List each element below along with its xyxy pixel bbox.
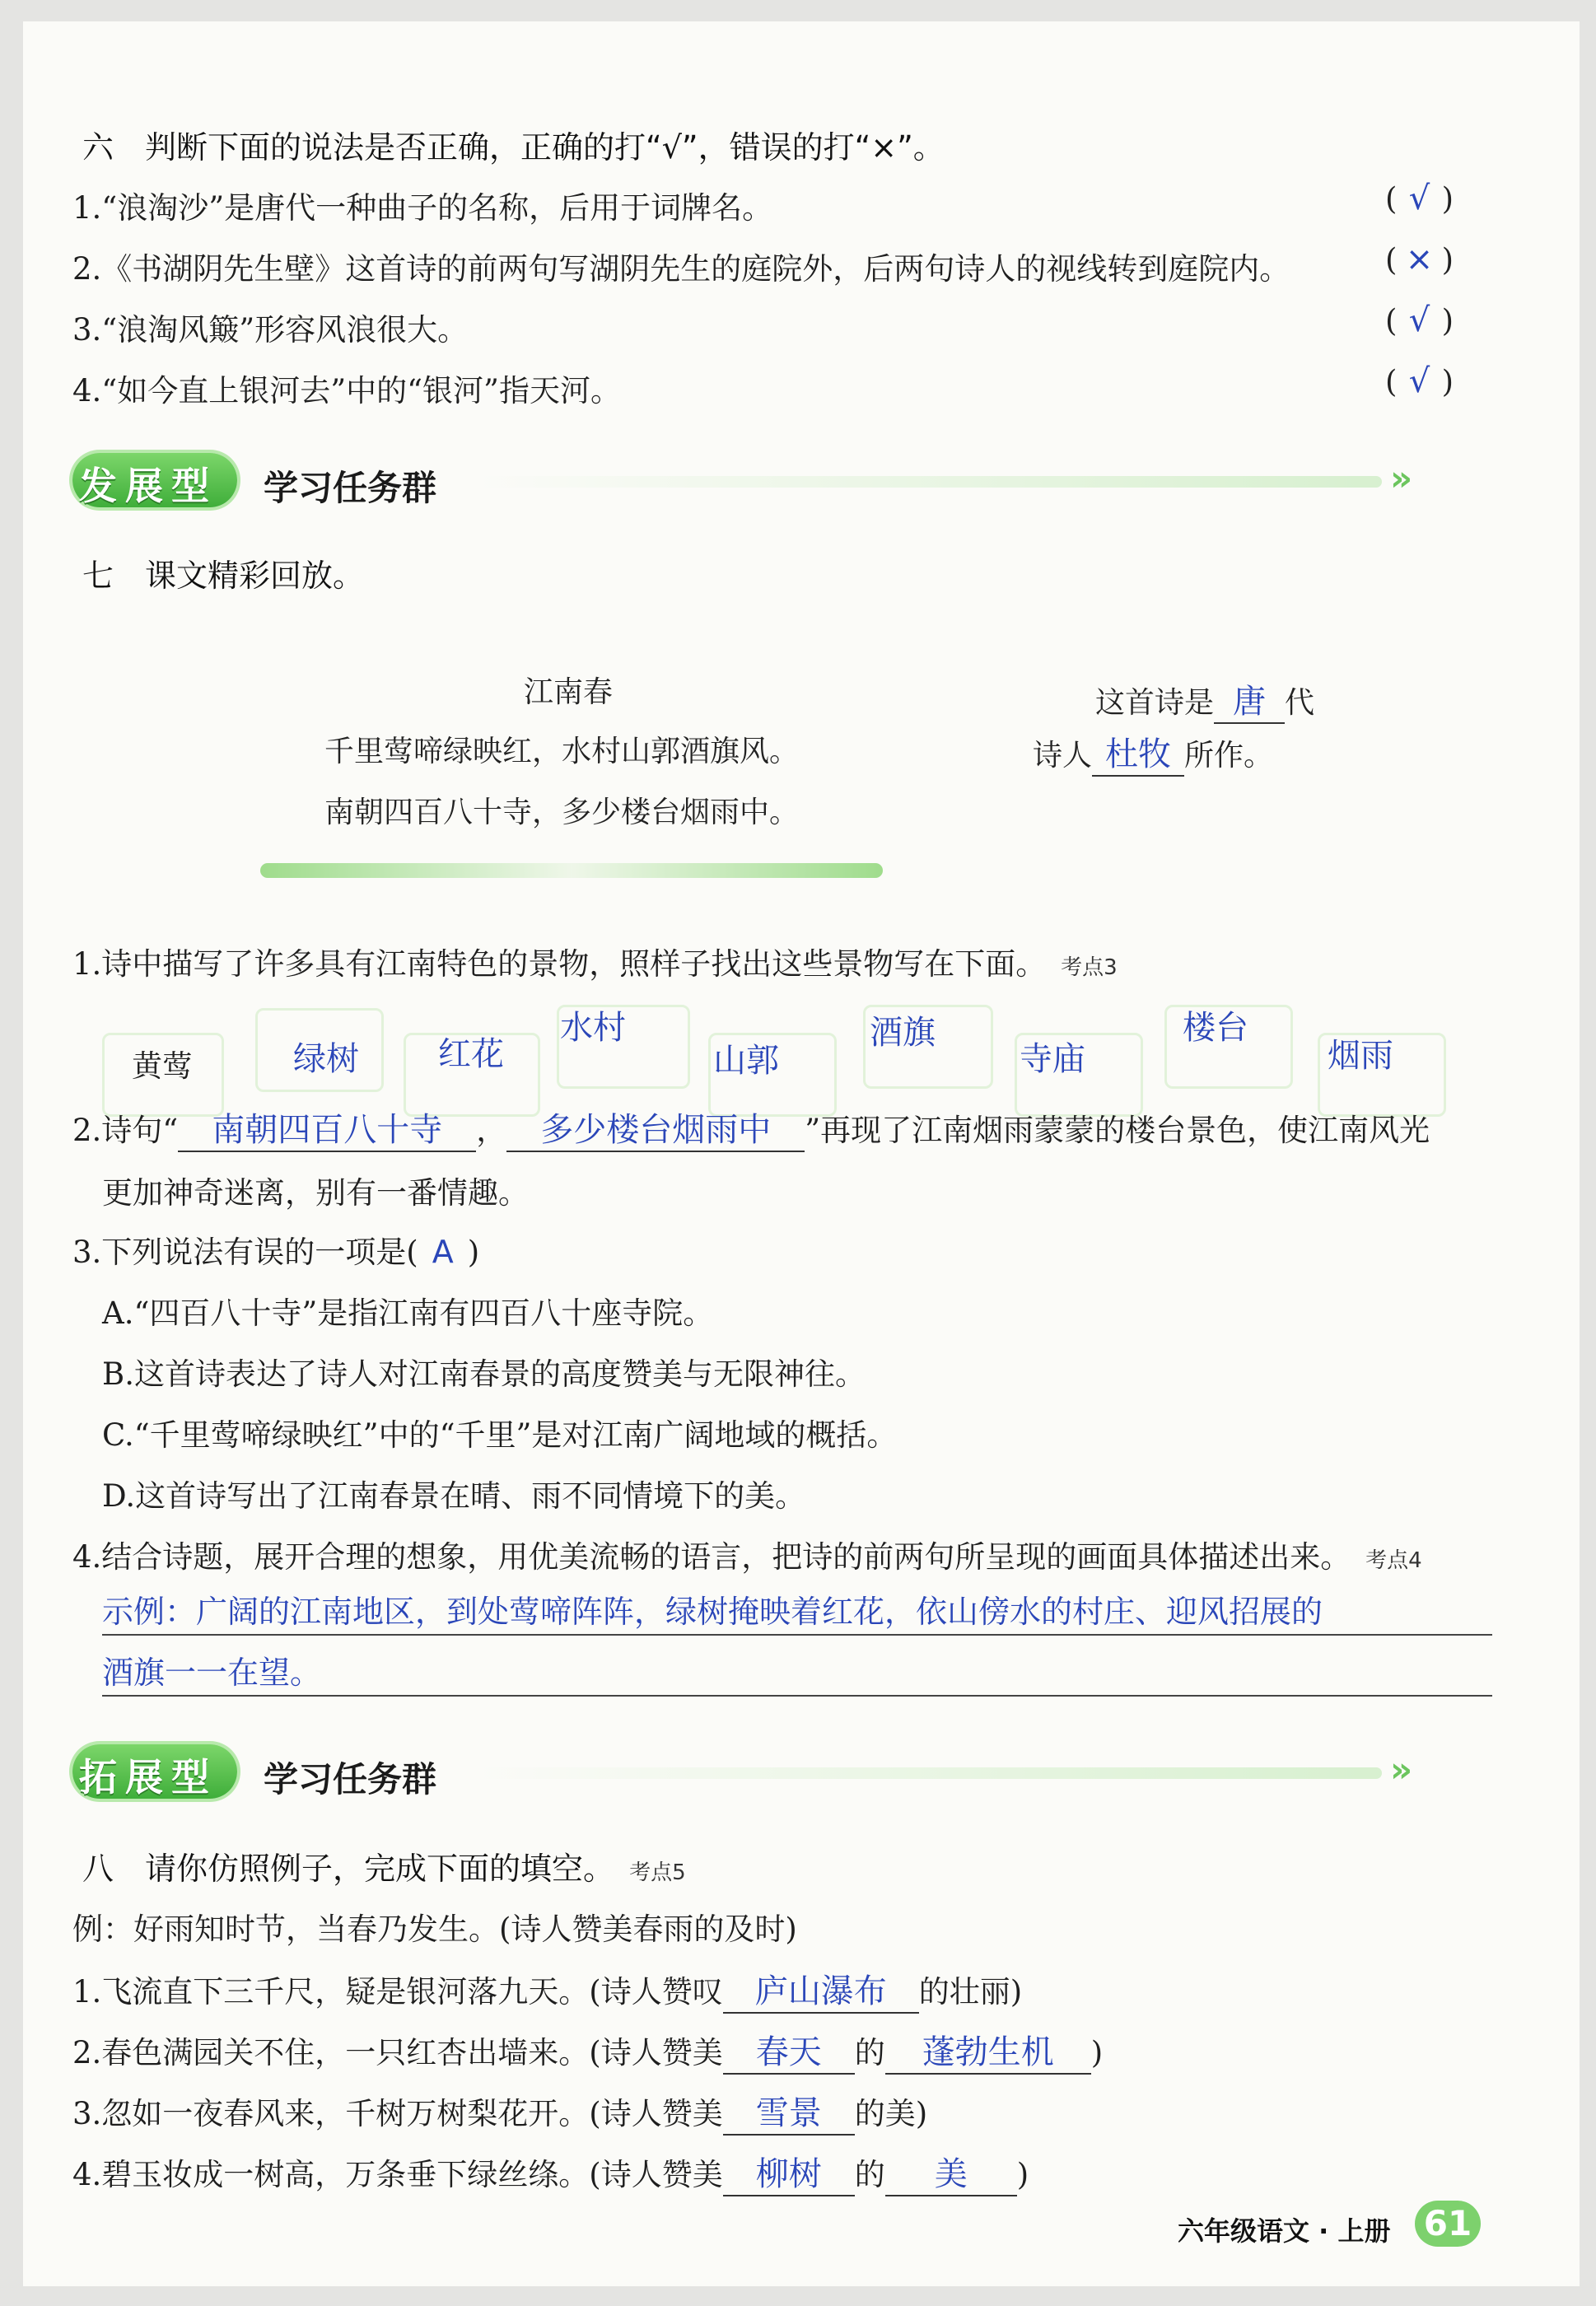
poem-decor-bar [260, 863, 883, 878]
question-7-2-cont: 更加神奇迷离，别有一番情趣。 [102, 1175, 529, 1211]
banner-pill-text: 拓展型 [79, 1755, 217, 1800]
poem-line-1: 千里莺啼绿映红，水村山郭酒旗风。 [324, 735, 800, 768]
poem-info-line-2: 诗人 杜牧 所作。 [1033, 728, 1273, 777]
question-7-3: 3.下列说法有误的一项是( A ) [72, 1234, 480, 1270]
word-answer-2: 红花 [438, 1035, 504, 1073]
word-answer-7: 楼台 [1183, 1009, 1248, 1047]
option-a: A.“四百八十寺”是指江南有四百八十座寺院。 [102, 1295, 714, 1331]
question-8-1: 1.飞流直下三千尺，疑是银河落九天。(诗人赞叹 庐山瀑布 的壮丽) [72, 1965, 1022, 2014]
word-answer-5: 酒旗 [870, 1014, 936, 1052]
judge-item-4: 4.“如今直上银河去”中的“银河”指天河。 [72, 373, 621, 408]
kaodian-badge: 考点4 [1360, 1543, 1422, 1574]
page-number: 61 [1415, 2201, 1481, 2247]
word-answer-4: 山郭 [713, 1042, 779, 1080]
section-8-title: 八 请你仿照例子，完成下面的填空。 考点5 [82, 1851, 686, 1887]
word-answer-3: 水村 [560, 1009, 626, 1047]
judge-mark-4: √ [1408, 362, 1430, 400]
judge-answer-3: ( √ ) [1385, 301, 1454, 339]
answer-line-2: 酒旗一一在望。 [102, 1647, 1492, 1697]
banner-decor-bar [476, 476, 1382, 488]
question-8-4: 4.碧玉妆成一树高，万条垂下绿丝绦。(诗人赞美 柳树 的 美 ) [72, 2148, 1029, 2196]
word-answer-1: 绿树 [293, 1040, 359, 1078]
option-c: C.“千里莺啼绿映红”中的“千里”是对江南广阔地域的概括。 [102, 1417, 898, 1453]
judge-item-3: 3.“浪淘风簸”形容风浪很大。 [72, 312, 469, 348]
banner-title: 学习任务群 [264, 468, 437, 508]
question-8-3: 3.忽如一夜春风来，千树万树梨花开。(诗人赞美 雪景 的美) [72, 2087, 927, 2136]
q3-answer: A [432, 1234, 454, 1270]
judge-item-1: 1.“浪淘沙”是唐代一种曲子的名称，后用于词牌名。 [72, 190, 773, 226]
q8-4-answer-1: 柳树 [723, 2148, 855, 2196]
judge-answer-1: ( √ ) [1385, 180, 1454, 217]
banner-decor-bar [476, 1767, 1382, 1779]
banner-extension [48, 1728, 1464, 1810]
poem-line-2: 南朝四百八十寺，多少楼台烟雨中。 [324, 796, 800, 829]
judge-answer-2: ( × ) [1385, 240, 1454, 278]
kaodian-badge: 考点5 [624, 1856, 686, 1886]
kaodian-badge: 考点3 [1056, 950, 1118, 981]
question-7-4: 4.结合诗题，展开合理的想象，用优美流畅的语言，把诗的前两句所呈现的画面具体描述出来。 考点4 [72, 1539, 1422, 1575]
word-example: 黄莺 [132, 1048, 193, 1084]
q8-2-answer-1: 春天 [723, 2026, 855, 2075]
question-8-2: 2.春色满园关不住，一只红杏出墙来。(诗人赞美 春天 的 蓬勃生机 ) [72, 2026, 1103, 2075]
q8-2-answer-2: 蓬勃生机 [885, 2026, 1091, 2075]
banner-development [48, 436, 1464, 519]
banner-pill-text: 发展型 [79, 464, 217, 508]
q2-answer-2: 多少楼台烟雨中 [506, 1104, 805, 1152]
book-label: 六年级语文 · 上册 [1178, 2215, 1391, 2247]
q8-4-answer-2: 美 [885, 2148, 1017, 2196]
judge-mark-1: √ [1408, 180, 1430, 217]
q8-3-answer: 雪景 [723, 2087, 855, 2136]
dynasty-answer: 唐 [1214, 675, 1285, 724]
example-line: 例：好雨知时节，当春乃发生。(诗人赞美春雨的及时) [72, 1912, 797, 1947]
poem-info-line-1: 这首诗是 唐 代 [1095, 675, 1314, 724]
judge-answer-4: ( √ ) [1385, 362, 1454, 400]
section-7-title: 七 课文精彩回放。 [82, 558, 365, 594]
banner-title: 学习任务群 [264, 1759, 437, 1800]
judge-mark-3: √ [1408, 301, 1430, 339]
poet-answer: 杜牧 [1092, 728, 1184, 777]
judge-mark-2: × [1405, 240, 1434, 278]
question-7-2: 2.诗句“ 南朝四百八十寺 ， 多少楼台烟雨中 ”再现了江南烟雨蒙蒙的楼台景色，使江南风光 [72, 1104, 1430, 1152]
word-answer-8: 烟雨 [1328, 1037, 1393, 1075]
option-d: D.这首诗写出了江南春景在晴、雨不同情境下的美。 [102, 1478, 806, 1514]
double-chevron-icon: » [1390, 1749, 1408, 1790]
section-6-title: 六 判断下面的说法是否正确，正确的打“√”，错误的打“×”。 [82, 129, 945, 166]
answer-line-1: 示例：广阔的江南地区，到处莺啼阵阵，绿树掩映着红花，依山傍水的村庄、迎风招展的 [102, 1586, 1492, 1636]
option-b: B.这首诗表达了诗人对江南春景的高度赞美与无限神往。 [102, 1356, 866, 1392]
double-chevron-icon: » [1390, 458, 1408, 498]
q8-1-answer: 庐山瀑布 [723, 1965, 919, 2014]
poem-title: 江南春 [524, 675, 614, 709]
word-answer-6: 寺庙 [1020, 1040, 1085, 1078]
judge-item-2: 2.《书湖阴先生壁》这首诗的前两句写湖阴先生的庭院外，后两句诗人的视线转到庭院内。 [72, 251, 1290, 287]
q2-answer-1: 南朝四百八十寺 [178, 1104, 476, 1152]
question-7-1: 1.诗中描写了许多具有江南特色的景物，照样子找出这些景物写在下面。 考点3 [72, 946, 1118, 982]
